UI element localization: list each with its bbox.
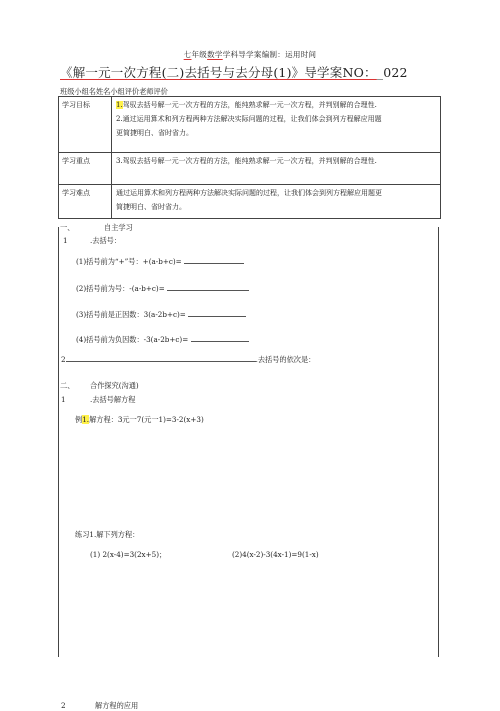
objectives-table — [58, 96, 441, 219]
section3-partial-num: 2 — [61, 701, 66, 710]
example-1 — [75, 415, 204, 425]
goal-1-num: 1. — [116, 101, 123, 109]
section1-q2-num: 2 — [61, 355, 66, 364]
bracket-item-1 — [76, 256, 244, 267]
section1-q2 — [61, 354, 315, 365]
section1-q1: .去括号： — [90, 236, 122, 245]
key-label: 学习重点 — [59, 153, 112, 185]
example-num: 1. — [82, 415, 90, 424]
title-main: 《解一元一次方程(二)去括号与去分母(1)》导学案NO： — [60, 65, 377, 80]
section2-q1: .去括号解方程 — [90, 395, 136, 404]
class-info-line: 班级小组名姓名小组评价老师评价 — [60, 87, 168, 96]
example-pre: 例 — [75, 415, 83, 424]
header-line — [0, 49, 500, 60]
example-text: 解方程：3元一7(元一1)=3-2(x+3) — [89, 415, 204, 424]
bracket-item-4-text: (4)括号前为负因数：-3(a-2b+c)= — [76, 335, 189, 344]
difficulty-line2: 简捷明白、省时省力。 — [116, 203, 186, 211]
bracket-item-2-text: (2)括号前为号：-(a-b+c)= — [76, 284, 165, 293]
section1-heading-num: 一、 — [60, 223, 75, 232]
bracket-item-3 — [76, 309, 246, 320]
section1-q1-num: 1 — [63, 236, 68, 245]
answer-blank-3[interactable] — [188, 309, 246, 317]
practice-heading: 练习1.解下列方程： — [75, 530, 140, 539]
answer-blank-2[interactable] — [167, 283, 249, 291]
goal-label: 学习目标 — [59, 97, 112, 153]
header-rest: 学科导学案编制：运用时间 — [222, 50, 317, 59]
header-mid: 年级 — [191, 50, 208, 59]
answer-blank-4[interactable] — [191, 334, 249, 342]
section1-q2-tail: .去括号的依次是： — [255, 355, 316, 364]
header-grade: 七 — [183, 50, 192, 59]
answer-blank-1[interactable] — [184, 256, 244, 264]
section2-heading: 合作探究(沟通) — [90, 381, 139, 390]
difficulty-content — [112, 185, 441, 219]
goal-content — [112, 97, 441, 153]
section3-partial-text: 解方程的应用 — [95, 701, 139, 710]
page-title — [60, 63, 408, 81]
answer-blank-order[interactable] — [66, 354, 256, 362]
section2-q1-num: 1 — [61, 395, 66, 404]
practice-problem-1: (1) 2(x-4)=3(2x+5)； — [90, 550, 167, 559]
section2-heading-num: 二、 — [60, 381, 75, 390]
bracket-item-4 — [76, 334, 249, 345]
key-content: 3.驾驭去括号解一元一次方程的方法，能纯熟求解一元一次方程，并判别解的合理性. — [112, 153, 441, 185]
difficulty-line1: 通过运用算术和列方程两种方法解决实际问题的过程，让我们体会到列方程解应用题更 — [116, 189, 382, 197]
title-number: _022 — [376, 65, 408, 80]
practice-problem-2: (2)4(x-2)-3(4x-1)=9(1-x) — [232, 550, 319, 559]
goal-1-text: 驾驭去括号解一元一次方程的方法，能纯熟求解一元一次方程，并判别解的合理性. — [122, 101, 377, 109]
bracket-item-1-text: (1)括号前为“+”号：+(a-b+c)= — [76, 257, 182, 266]
bracket-item-3-text: (3)括号前是正因数：3(a-2b+c)= — [76, 310, 186, 319]
difficulty-label: 学习难点 — [59, 185, 112, 219]
header-subject: 数学 — [207, 50, 223, 59]
section1-heading: 自主学习 — [104, 223, 133, 232]
goal-2-line1: 2.通过运用算术和列方程两种方法解决实际问题的过程，让我们体会到列方程解应用题 — [116, 115, 382, 123]
goal-2-line2: 更简捷明白、省时省力。 — [116, 129, 193, 137]
bracket-item-2 — [76, 283, 249, 294]
